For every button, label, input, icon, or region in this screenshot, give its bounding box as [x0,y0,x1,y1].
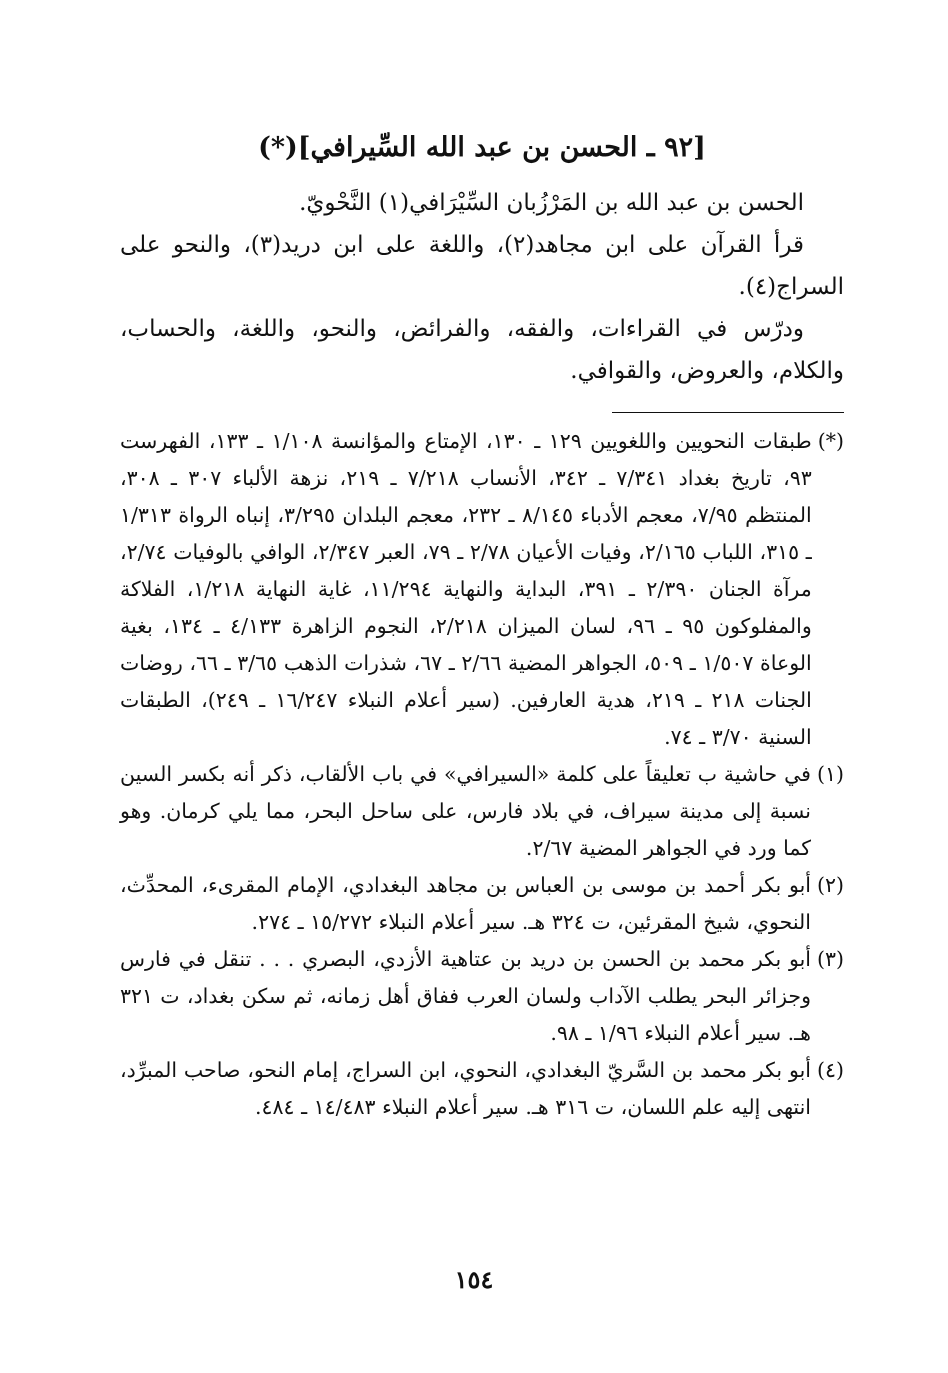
book-page [120,128,844,1126]
footnote-star [120,423,844,756]
footnote-1 [120,756,844,867]
footnote-mark: (*) [817,429,844,453]
footnote-divider [612,412,844,413]
footnote-mark: (٢) [816,873,844,897]
footnote-mark: (٤) [816,1058,844,1082]
entry-paragraph-1: الحسن بن عبد الله بن المَرْزُبان السِّيْرَافي(١) النَّحْويّ. [299,190,804,216]
footnote-text: أبو بكر محمد بن الحسن بن دريد بن عتاهية الأزدي، البصري . . . تنقل في فارس وجزائر البحر يطلب الآداب ولسان العرب ففاق أهل زمانه، ثم سكن بغداد، ت ٣٢١ هـ. سير أعلام النبلاء ١/٩٦ ـ ٩٨. [120,947,811,1045]
footnote-mark: (١) [816,762,844,786]
footnote-4 [120,1052,844,1126]
footnote-3 [120,941,844,1052]
footnote-text: في حاشية ب تعليقاً على كلمة «السيرافي» في باب الألقاب، ذكر أنه بكسر السين نسبة إلى مدينة سيراف، في بلاد فارس، على ساحل البحر، مما يلي كرمان. وهو كما ورد في الجواهر المضية ٢/٦٧. [120,762,811,860]
footnote-2 [120,867,844,941]
footnote-mark: (٣) [816,947,844,971]
footnote-text: أبو بكر أحمد بن موسى بن العباس بن مجاهد البغدادي، الإمام المقرىء، المحدِّث، النحوي، شيخ المقرئين، ت ٣٢٤ هـ. سير أعلام النبلاء ١٥/٢٧٢ ـ ٢٧٤. [120,873,811,934]
entry-title: [٩٢ ـ الحسن بن عبد الله السِّيرافي](*) [258,132,706,163]
footnote-text: طبقات النحويين واللغويين ١٢٩ ـ ١٣٠، الإمتاع والمؤانسة ١/١٠٨ ـ ١٣٣، الفهرست ٩٣، تاريخ بغداد ٧/٣٤١ ـ ٣٤٢، الأنساب ٧/٢١٨ ـ ٢١٩، نزهة الألباء ٣٠٧ ـ ٣٠٨، المنتظم ٧/٩٥، معجم الأدباء ٨/١٤٥ ـ ٢٣٢، معجم البلدان ٣/٢٩٥، إنباه الرواة ١/٣١٣ ـ ٣١٥، اللباب ٢/١٦٥، وفيات الأعيان ٢/٧٨ ـ ٧٩، العبر ٢/٣٤٧، الوافي بالوفيات ٢/٧٤، مرآة الجنان ٢/٣٩٠ ـ ٣٩١، البداية والنهاية ١١/٢٩٤، غاية النهاية ١/٢١٨، الفلاكة والمفلوكون ٩٥ ـ ٩٦، لسان الميزان ٢/٢١٨، النجوم الزاهرة ٤/١٣٣ ـ ١٣٤، بغية الوعاة ١/٥٠٧ ـ ٥٠٩، الجواهر المضية ٢/٦٦ ـ ٦٧، شذرات الذهب ٣/٦٥ ـ ٦٦، روضات الجنات ٢١٨ ـ ٢١٩، هدية العارفين. (سير أعلام النبلاء ١٦/٢٤٧ ـ ٢٤٩)، الطبقات السنية ٣/٧٠ ـ ٧٤. [120,429,812,749]
footnote-text: أبو بكر محمد بن السَّريّ البغدادي، النحوي، ابن السراج، إمام النحو، صاحب المبرِّد، انتهى إليه علم اللسان، ت ٣١٦ هـ. سير أعلام النبلاء ١٤/٤٨٣ ـ ٤٨٤. [120,1058,811,1119]
entry-paragraph-2: قرأ القرآن على ابن مجاهد(٢)، واللغة على ابن دريد(٣)، والنحو على السراج(٤). [120,232,844,300]
page-number: ١٥٤ [454,1265,494,1294]
entry-paragraph-3: ودرّس في القراءات، والفقه، والفرائض، والنحو، واللغة، والحساب، والكلام، والعروض، والقوافي. [120,316,844,384]
